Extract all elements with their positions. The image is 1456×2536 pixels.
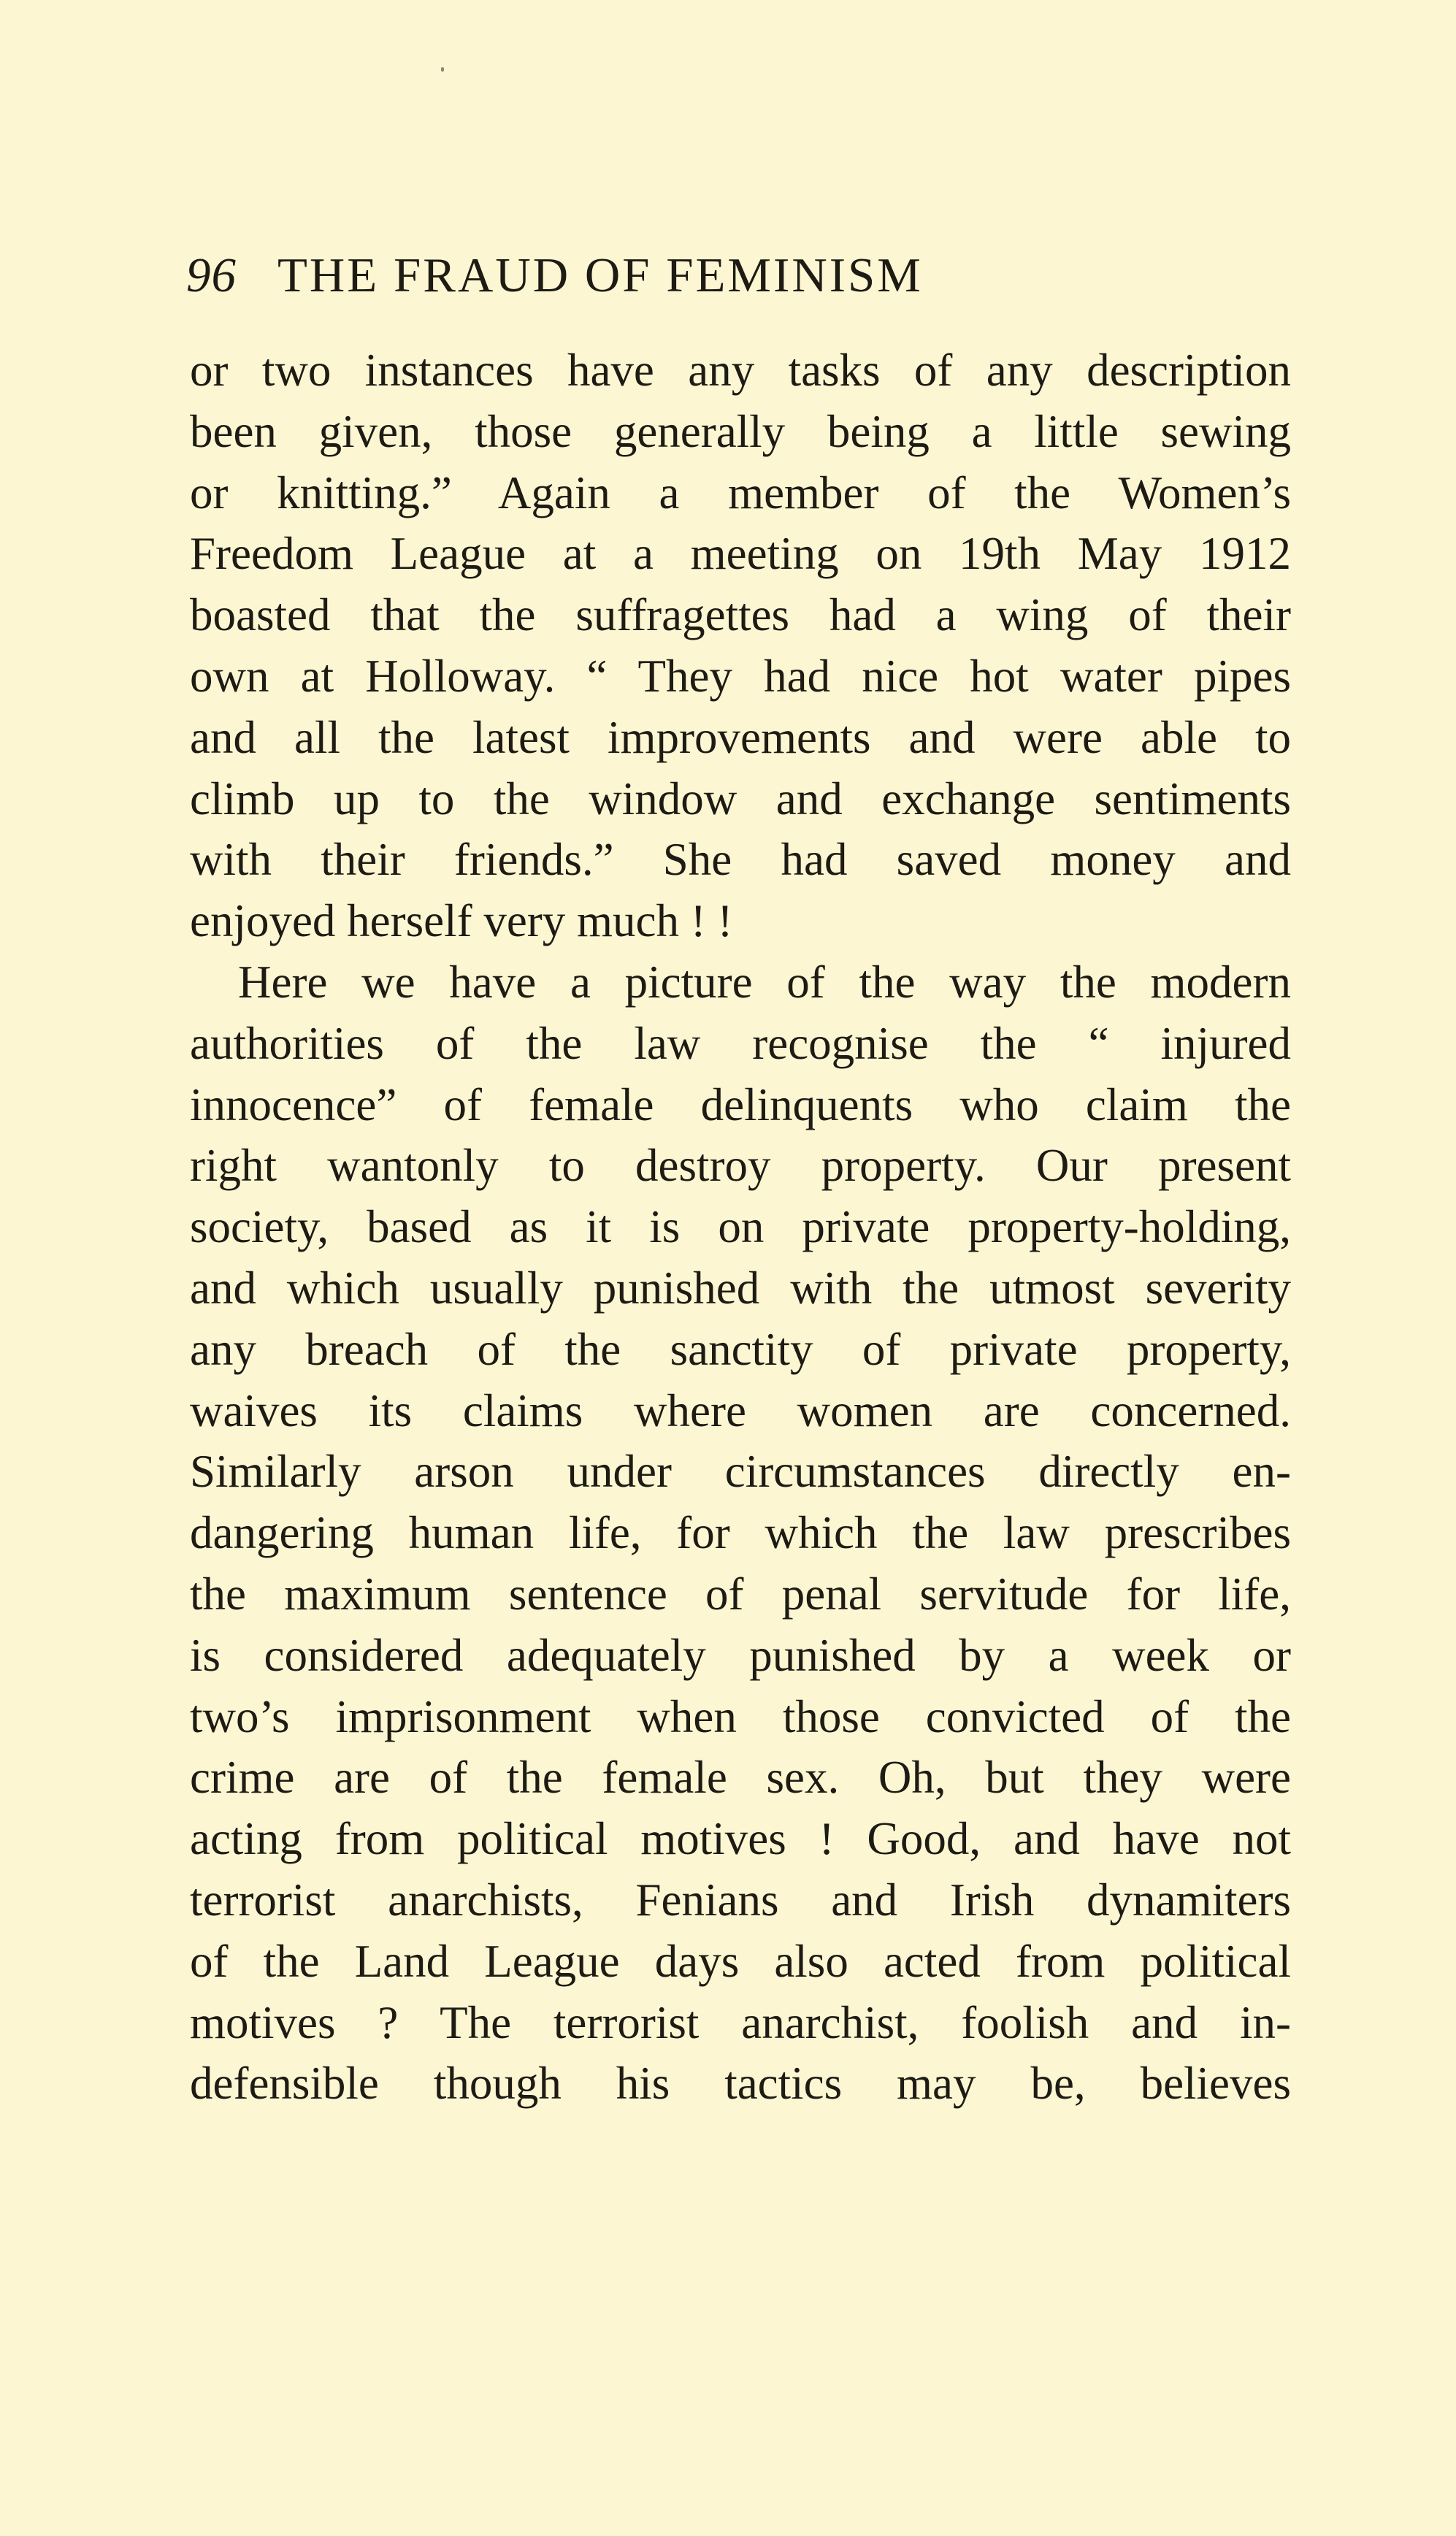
text-line: is considered adequately punished by a week or bbox=[190, 1629, 1291, 1681]
text-line: and which usually punished with the utmost severity bbox=[190, 1262, 1291, 1314]
text-line: innocence” of female delinquents who claim the bbox=[190, 1079, 1291, 1130]
text-line: dangering human life, for which the law prescribes bbox=[190, 1507, 1291, 1559]
text-line: authorities of the law recognise the “ injured bbox=[190, 1017, 1291, 1069]
text-line: boasted that the suffragettes had a wing of their bbox=[190, 589, 1291, 641]
text-line: climb up to the window and exchange sentiments bbox=[190, 773, 1291, 824]
text-line: Freedom League at a meeting on 19th May 1912 bbox=[190, 528, 1291, 580]
text-line: of the Land League days also acted from political bbox=[190, 1935, 1291, 1987]
paper-speck bbox=[441, 67, 444, 72]
text-line: the maximum sentence of penal servitude for life, bbox=[190, 1568, 1291, 1620]
text-line: been given, those generally being a little sewing bbox=[190, 405, 1291, 457]
page-number: 96 bbox=[186, 248, 237, 302]
text-line: defensible though his tactics may be, believes bbox=[190, 2058, 1291, 2110]
text-line: acting from political motives ! Good, and have not bbox=[190, 1813, 1291, 1865]
text-line: Similarly arson under circumstances directly en- bbox=[190, 1446, 1291, 1498]
text-line: with their friends.” She had saved money and bbox=[190, 834, 1291, 886]
text-line: crime are of the female sex. Oh, but they were bbox=[190, 1752, 1291, 1804]
text-line: society, based as it is on private property-holding, bbox=[190, 1201, 1291, 1253]
text-line: two’s imprisonment when those convicted of the bbox=[190, 1690, 1291, 1742]
text-line: own at Holloway. “ They had nice hot water pipes bbox=[190, 650, 1291, 702]
text-line: any breach of the sanctity of private property, bbox=[190, 1323, 1291, 1375]
text-line: terrorist anarchists, Fenians and Irish dynamiters bbox=[190, 1874, 1291, 1926]
text-line: motives ? The terrorist anarchist, foolish and in- bbox=[190, 1996, 1291, 2048]
text-line: waives its claims where women are concerned. bbox=[190, 1384, 1291, 1436]
running-head bbox=[186, 239, 1121, 312]
text-line: and all the latest improvements and were able to bbox=[190, 711, 1291, 763]
text-line: right wantonly to destroy property. Our present bbox=[190, 1140, 1291, 1192]
paragraph-end-line: enjoyed herself very much ! ! bbox=[190, 895, 733, 947]
paragraph-first-line: Here we have a picture of the way the modern bbox=[238, 956, 1291, 1008]
text-line: or two instances have any tasks of any description bbox=[190, 345, 1291, 396]
text-line: or knitting.” Again a member of the Women’s bbox=[190, 467, 1291, 518]
running-title: THE FRAUD OF FEMINISM bbox=[277, 248, 923, 302]
body-text bbox=[190, 340, 1291, 2115]
